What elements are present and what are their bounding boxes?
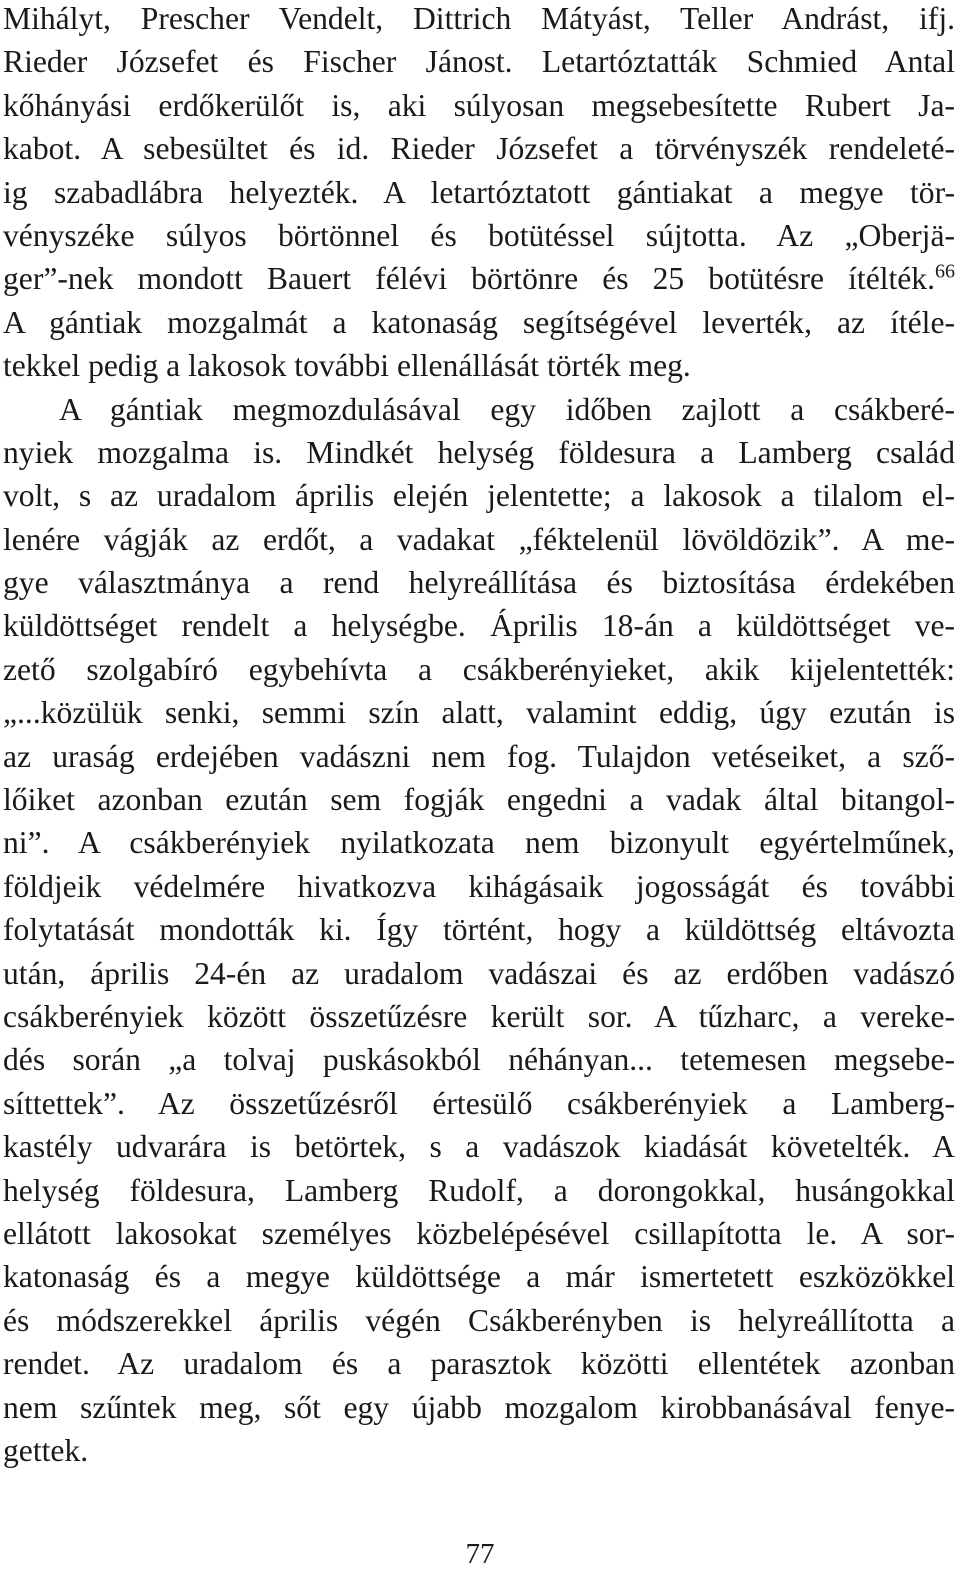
text-line: gettek. [3,1432,89,1468]
footnote-reference: 66 [935,260,955,283]
text-line: földjeik védelmére hivatkozva kihágásaik jogosságát és további [3,868,955,904]
text-line: síttettek”. Az összetűzésről értesülő csákberényiek a Lamberg- [3,1085,955,1121]
text-line: vényszéke súlyos börtönnel és botütéssel sújtotta. Az „Oberjä- [3,217,955,253]
text-line: folytatását mondották ki. Így történt, hogy a küldöttség eltávozta [3,912,955,948]
page-number: 77 [465,1538,495,1570]
text-line: kastély udvarára is betörtek, s a vadászok kiadását követelték. A [3,1129,955,1165]
text-line: után, április 24-én az uradalom vadászai és az erdőben vadászó [3,955,955,991]
text-line: lenére vágják az erdőt, a vadakat „féktelenül lövöldözik”. A me- [3,521,955,557]
text-line: dés során „a tolvaj puskásokból néhányan... tetemesen megsebe- [3,1042,955,1078]
text-line: zető szolgabíró egybehívta a csákberényieket, akik kijelentették: [3,651,955,687]
text-line: helység földesura, Lamberg Rudolf, a dorongokkal, husángokkal [3,1172,955,1208]
text-line: kabot. A sebesültet és id. Rieder Józsefet a törvényszék rendeleté- [3,131,955,167]
text-line: katonaság és a megye küldöttsége a már ismertetett eszközökkel [3,1259,955,1295]
body-text [3,0,955,1472]
text-line: rendet. Az uradalom és a parasztok közötti ellentétek azonban [3,1346,955,1382]
text-line: Rieder Józsefet és Fischer Jánost. Letartóztatták Schmied Antal [3,44,955,80]
paragraph-first-line: A gántiak megmozdulásával egy időben zajlott a csákberé- [59,391,955,427]
text-line: A gántiak mozgalmát a katonaság segítségével leverték, az ítéle- [3,304,955,340]
text-line: gye választmánya a rend helyreállítása és biztosítása érdekében [3,565,955,601]
text-line: lőiket azonban ezután sem fogják engedni a vadak által bitangol- [3,782,955,818]
text-line: kőhányási erdőkerülőt is, aki súlyosan megsebesítette Rubert Ja- [3,87,955,123]
text-line: Mihályt, Prescher Vendelt, Dittrich Mátyást, Teller Andrást, ifj. [3,1,955,36]
text-line-content: ger”-nek mondott Bauert félévi börtönre és 25 botütésre ítélték. [3,261,935,297]
text-line: volt, s az uradalom április elején jelentette; a lakosok a tilalom el- [3,478,955,514]
text-line: és módszerekkel április végén Csákberényben is helyreállította a [3,1302,955,1338]
text-line: ig szabadlábra helyezték. A letartóztatott gántiakat a megye tör- [3,174,955,210]
text-line-with-footnote [3,257,955,300]
text-line: „...közülük senki, semmi szín alatt, valamint eddig, úgy ezután is [3,695,955,731]
text-line: ellátott lakosokat személyes közbelépésével csillapította le. A sor- [3,1215,955,1251]
text-line: az uraság erdejében vadászni nem fog. Tulajdon vetéseiket, a sző- [3,738,955,774]
text-line: ni”. A csákberényiek nyilatkozata nem bizonyult egyértelműnek, [3,825,955,861]
text-line: küldöttséget rendelt a helységbe. Április 18-án a küldöttséget ve- [3,608,955,644]
text-line: nem szűntek meg, sőt egy újabb mozgalom kirobbanásával fenye- [3,1389,955,1425]
text-line: tekkel pedig a lakosok további ellenállását törték meg. [3,348,691,384]
text-line: nyiek mozgalma is. Mindkét helység földesura a Lamberg család [3,434,955,470]
text-line: csákberényiek között összetűzésre került sor. A tűzharc, a vereke- [3,998,955,1034]
